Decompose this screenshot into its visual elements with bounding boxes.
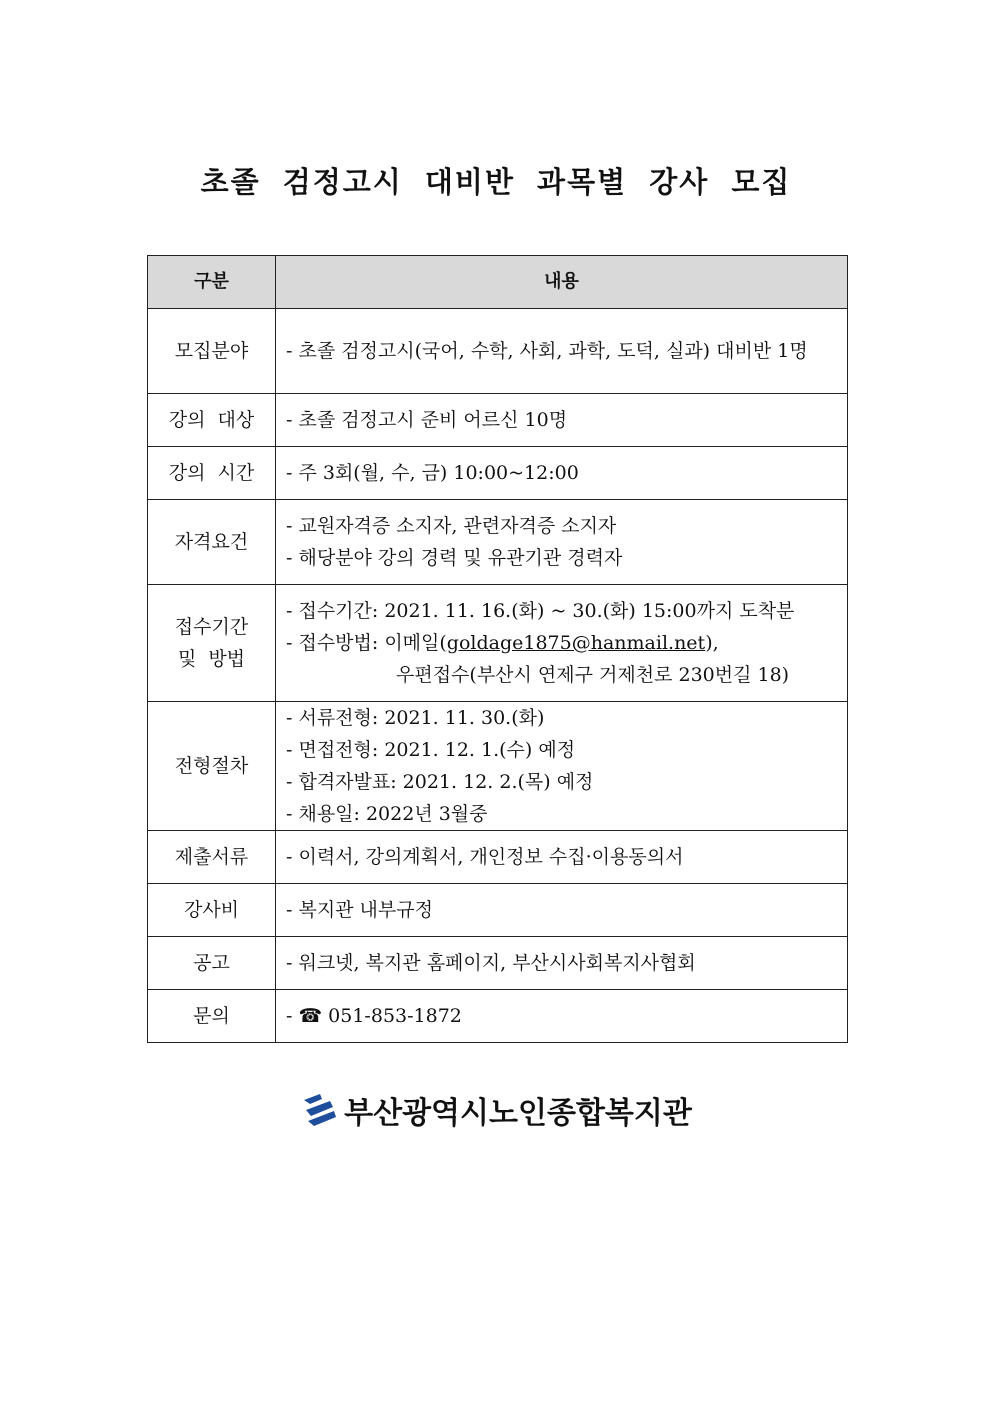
content-line: - 워크넷, 복지관 홈페이지, 부산시사회복지사협회	[286, 952, 696, 974]
content-line: - 이력서, 강의계획서, 개인정보 수집·이용동의서	[286, 846, 684, 868]
row-content	[276, 309, 848, 394]
content-line: - 면접전형: 2021. 12. 1.(수) 예정	[286, 739, 576, 761]
row-content	[276, 394, 848, 447]
content-line	[286, 627, 837, 659]
row-label-line: 및 방법	[177, 648, 246, 670]
row-label: 전형절차	[148, 702, 276, 831]
content-line: - 복지관 내부규정	[286, 899, 433, 921]
row-content	[276, 585, 848, 702]
row-label: 강사비	[148, 884, 276, 937]
footer-organization	[0, 1088, 992, 1132]
row-content	[276, 937, 848, 990]
table-row	[148, 394, 848, 447]
row-content	[276, 447, 848, 500]
table-row	[148, 585, 848, 702]
row-content	[276, 884, 848, 937]
table-row	[148, 702, 848, 831]
row-label: 모집분야	[148, 309, 276, 394]
content-line: - 서류전형: 2021. 11. 30.(화)	[286, 707, 545, 729]
row-label	[148, 585, 276, 702]
email-link[interactable]: goldage1875@hanmail.net	[446, 632, 706, 654]
content-line: - 교원자격증 소지자, 관련자격증 소지자	[286, 515, 617, 537]
row-content	[276, 702, 848, 831]
row-content	[276, 990, 848, 1043]
content-line: - 주 3회(월, 수, 금) 10:00~12:00	[286, 462, 579, 484]
content-line: - 해당분야 강의 경력 및 유관기관 경력자	[286, 547, 623, 569]
row-label: 강의 시간	[148, 447, 276, 500]
row-label: 자격요건	[148, 500, 276, 585]
content-line: - 합격자발표: 2021. 12. 2.(목) 예정	[286, 771, 594, 793]
row-label: 제출서류	[148, 831, 276, 884]
table-row	[148, 309, 848, 394]
table-row	[148, 500, 848, 585]
organization-name: 부산광역시노인종합복지관	[344, 1096, 692, 1131]
content-line: 우편접수(부산시 연제구 거제천로 230번길 18)	[396, 664, 790, 686]
content-line: - ☎ 051-853-1872	[286, 1005, 462, 1027]
email-prefix: - 접수방법: 이메일(	[286, 632, 447, 654]
content-line: - 초졸 검정고시 준비 어르신 10명	[286, 409, 568, 431]
content-line: - 접수기간: 2021. 11. 16.(화) ~ 30.(화) 15:00까지 도착분	[286, 600, 795, 622]
row-label: 공고	[148, 937, 276, 990]
page-title: 초졸 검정고시 대비반 과목별 강사 모집	[200, 165, 792, 199]
row-label-line: 접수기간	[174, 616, 249, 638]
row-content	[276, 831, 848, 884]
email-suffix: ),	[705, 632, 719, 654]
table-row	[148, 447, 848, 500]
header-content: 내용	[276, 256, 848, 309]
content-line: - 초졸 검정고시(국어, 수학, 사회, 과학, 도덕, 실과) 대비반 1명	[286, 340, 808, 362]
table-row	[148, 937, 848, 990]
table-row	[148, 831, 848, 884]
content-line: - 채용일: 2022년 3월중	[286, 803, 488, 825]
header-category: 구분	[148, 256, 276, 309]
table-row	[148, 990, 848, 1043]
table-header-row	[148, 256, 848, 309]
row-content	[276, 500, 848, 585]
row-label: 강의 대상	[148, 394, 276, 447]
table-row	[148, 884, 848, 937]
row-label: 문의	[148, 990, 276, 1043]
recruitment-table	[147, 255, 848, 1043]
busan-logo-icon	[300, 1090, 340, 1130]
